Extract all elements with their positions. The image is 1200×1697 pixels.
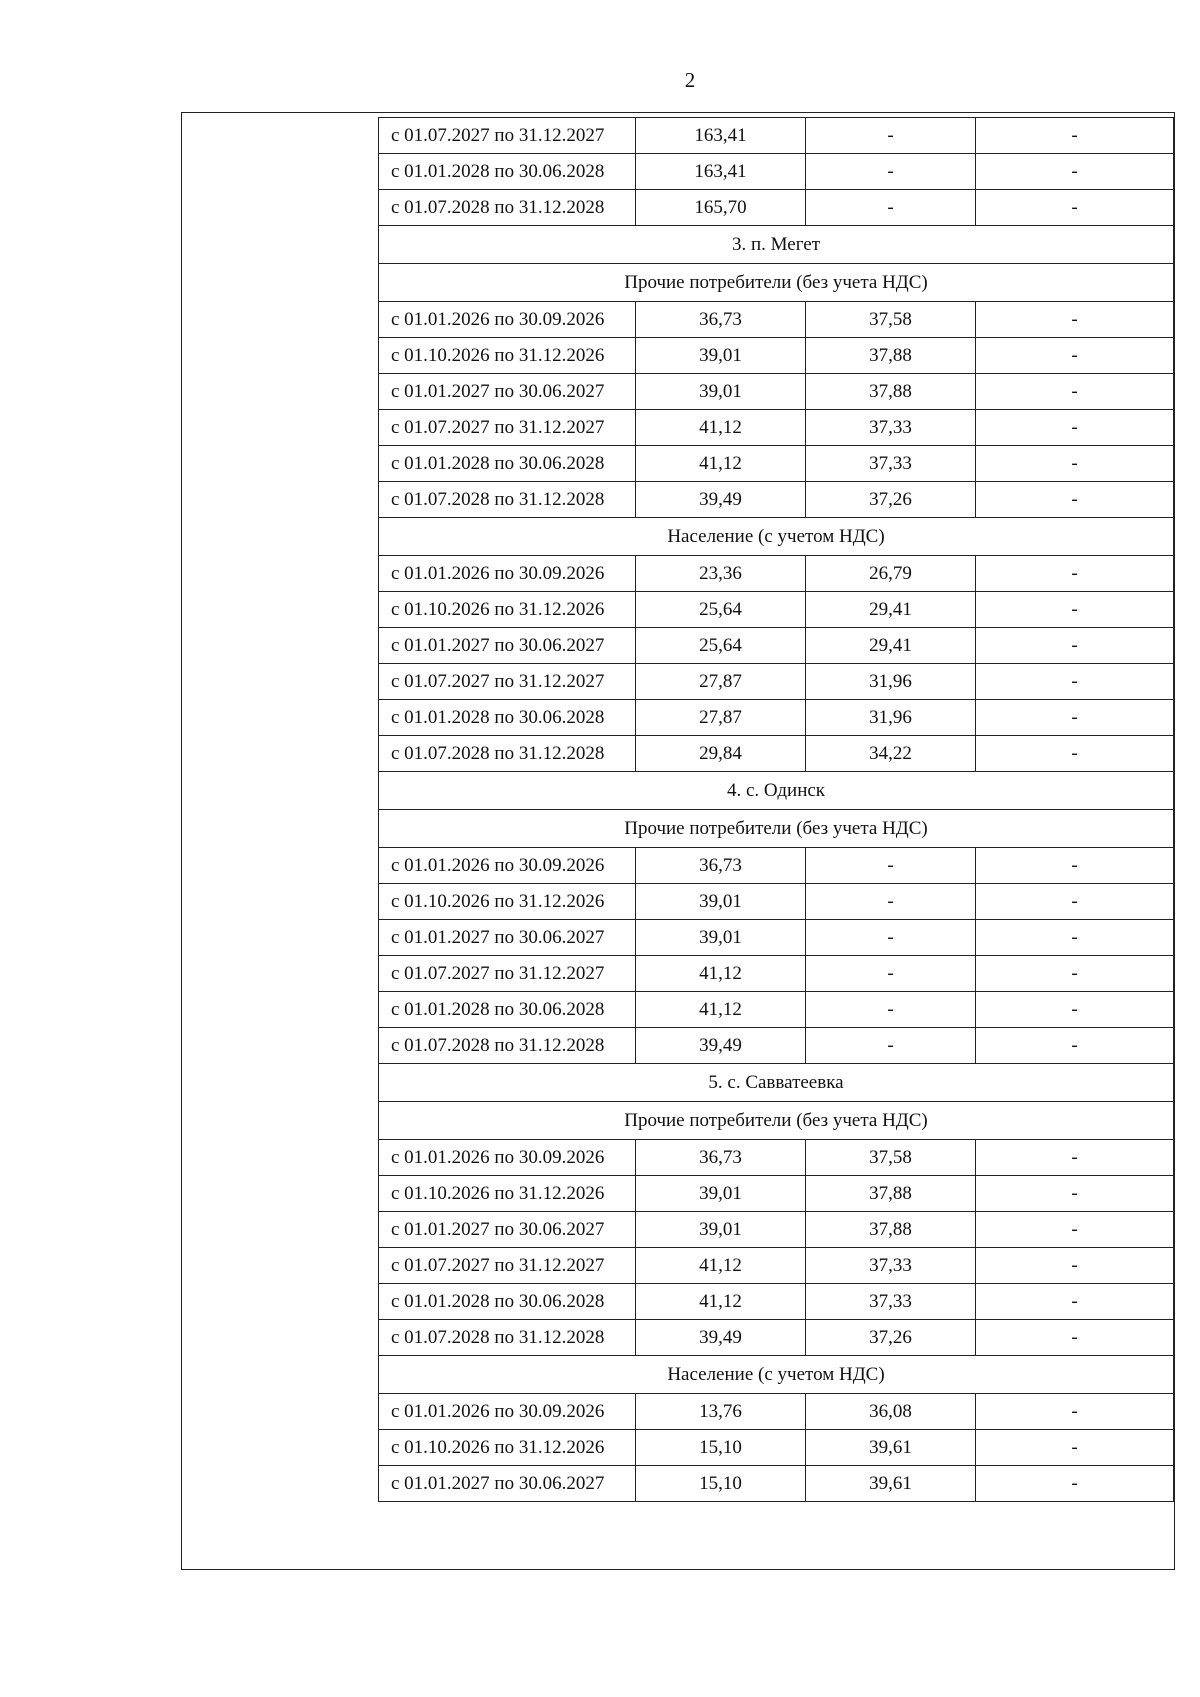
value-3-cell: - — [976, 664, 1174, 700]
value-2-cell: - — [806, 848, 976, 884]
period-cell: с 01.01.2027 по 30.06.2027 — [379, 628, 636, 664]
group-heading-row — [379, 1356, 1174, 1394]
table-row — [379, 1212, 1174, 1248]
period-cell: с 01.07.2027 по 31.12.2027 — [379, 410, 636, 446]
period-cell: с 01.07.2027 по 31.12.2027 — [379, 956, 636, 992]
table-row — [379, 592, 1174, 628]
table-row — [379, 118, 1174, 154]
table-row — [379, 1028, 1174, 1064]
value-2-cell: 37,58 — [806, 1140, 976, 1176]
value-1-cell: 36,73 — [636, 302, 806, 338]
tariff-table — [378, 117, 1174, 1502]
value-1-cell: 39,49 — [636, 1028, 806, 1064]
section-heading: 4. с. Одинск — [379, 772, 1174, 810]
table-row — [379, 482, 1174, 518]
value-1-cell: 25,64 — [636, 592, 806, 628]
consumer-group-heading: Прочие потребители (без учета НДС) — [379, 1102, 1174, 1140]
value-1-cell: 13,76 — [636, 1394, 806, 1430]
period-cell: с 01.10.2026 по 31.12.2026 — [379, 1430, 636, 1466]
value-1-cell: 36,73 — [636, 1140, 806, 1176]
table-row — [379, 1248, 1174, 1284]
value-2-cell: 36,08 — [806, 1394, 976, 1430]
value-1-cell: 41,12 — [636, 992, 806, 1028]
value-2-cell: 34,22 — [806, 736, 976, 772]
consumer-group-heading: Прочие потребители (без учета НДС) — [379, 264, 1174, 302]
value-1-cell: 15,10 — [636, 1466, 806, 1502]
period-cell: с 01.01.2028 по 30.06.2028 — [379, 992, 636, 1028]
table-row — [379, 446, 1174, 482]
value-1-cell: 39,01 — [636, 338, 806, 374]
section-heading-row — [379, 772, 1174, 810]
value-2-cell: - — [806, 1028, 976, 1064]
period-cell: с 01.01.2028 по 30.06.2028 — [379, 154, 636, 190]
value-2-cell: 39,61 — [806, 1430, 976, 1466]
value-1-cell: 39,49 — [636, 1320, 806, 1356]
table-row — [379, 1140, 1174, 1176]
table-row — [379, 664, 1174, 700]
value-3-cell: - — [976, 992, 1174, 1028]
value-3-cell: - — [976, 1140, 1174, 1176]
period-cell: с 01.01.2026 по 30.09.2026 — [379, 1140, 636, 1176]
value-1-cell: 29,84 — [636, 736, 806, 772]
value-2-cell: 39,61 — [806, 1466, 976, 1502]
value-1-cell: 36,73 — [636, 848, 806, 884]
value-3-cell: - — [976, 1284, 1174, 1320]
value-2-cell: 31,96 — [806, 664, 976, 700]
table-row — [379, 628, 1174, 664]
value-2-cell: - — [806, 992, 976, 1028]
table-row — [379, 190, 1174, 226]
value-2-cell: 37,33 — [806, 446, 976, 482]
value-1-cell: 23,36 — [636, 556, 806, 592]
value-2-cell: 37,88 — [806, 1176, 976, 1212]
value-3-cell: - — [976, 884, 1174, 920]
period-cell: с 01.01.2027 по 30.06.2027 — [379, 920, 636, 956]
value-1-cell: 41,12 — [636, 956, 806, 992]
value-3-cell: - — [976, 592, 1174, 628]
value-1-cell: 39,01 — [636, 920, 806, 956]
period-cell: с 01.07.2028 по 31.12.2028 — [379, 736, 636, 772]
table-row — [379, 1466, 1174, 1502]
value-2-cell: 37,33 — [806, 410, 976, 446]
value-2-cell: 37,88 — [806, 374, 976, 410]
value-3-cell: - — [976, 1394, 1174, 1430]
group-heading-row — [379, 1102, 1174, 1140]
value-3-cell: - — [976, 1466, 1174, 1502]
value-2-cell: 37,88 — [806, 1212, 976, 1248]
value-2-cell: - — [806, 154, 976, 190]
value-3-cell: - — [976, 1176, 1174, 1212]
value-2-cell: 31,96 — [806, 700, 976, 736]
period-cell: с 01.07.2028 по 31.12.2028 — [379, 1320, 636, 1356]
value-2-cell: 37,88 — [806, 338, 976, 374]
value-3-cell: - — [976, 410, 1174, 446]
value-2-cell: - — [806, 956, 976, 992]
period-cell: с 01.07.2027 по 31.12.2027 — [379, 1248, 636, 1284]
table-row — [379, 700, 1174, 736]
value-2-cell: 29,41 — [806, 592, 976, 628]
value-2-cell: 37,33 — [806, 1248, 976, 1284]
period-cell: с 01.07.2028 по 31.12.2028 — [379, 482, 636, 518]
value-3-cell: - — [976, 302, 1174, 338]
value-3-cell: - — [976, 374, 1174, 410]
section-heading-row — [379, 226, 1174, 264]
consumer-group-heading: Население (с учетом НДС) — [379, 518, 1174, 556]
table-row — [379, 410, 1174, 446]
value-2-cell: 26,79 — [806, 556, 976, 592]
period-cell: с 01.01.2026 по 30.09.2026 — [379, 1394, 636, 1430]
period-cell: с 01.01.2028 по 30.06.2028 — [379, 446, 636, 482]
value-1-cell: 39,01 — [636, 374, 806, 410]
value-3-cell: - — [976, 920, 1174, 956]
table-row — [379, 338, 1174, 374]
period-cell: с 01.07.2027 по 31.12.2027 — [379, 118, 636, 154]
value-3-cell: - — [976, 956, 1174, 992]
value-3-cell: - — [976, 338, 1174, 374]
group-heading-row — [379, 518, 1174, 556]
value-1-cell: 41,12 — [636, 410, 806, 446]
table-row — [379, 556, 1174, 592]
table-row — [379, 374, 1174, 410]
value-3-cell: - — [976, 700, 1174, 736]
value-1-cell: 39,01 — [636, 884, 806, 920]
period-cell: с 01.01.2028 по 30.06.2028 — [379, 1284, 636, 1320]
table-row — [379, 1430, 1174, 1466]
value-1-cell: 165,70 — [636, 190, 806, 226]
page-number: 2 — [684, 68, 696, 92]
table-row — [379, 154, 1174, 190]
value-1-cell: 41,12 — [636, 1284, 806, 1320]
value-2-cell: 37,33 — [806, 1284, 976, 1320]
value-3-cell: - — [976, 446, 1174, 482]
value-2-cell: - — [806, 118, 976, 154]
consumer-group-heading: Прочие потребители (без учета НДС) — [379, 810, 1174, 848]
value-3-cell: - — [976, 482, 1174, 518]
value-3-cell: - — [976, 1028, 1174, 1064]
value-1-cell: 27,87 — [636, 664, 806, 700]
section-heading: 3. п. Мегет — [379, 226, 1174, 264]
period-cell: с 01.07.2028 по 31.12.2028 — [379, 190, 636, 226]
value-3-cell: - — [976, 190, 1174, 226]
period-cell: с 01.01.2026 по 30.09.2026 — [379, 556, 636, 592]
section-heading-row — [379, 1064, 1174, 1102]
table-row — [379, 956, 1174, 992]
value-1-cell: 41,12 — [636, 1248, 806, 1284]
value-2-cell: 37,26 — [806, 482, 976, 518]
consumer-group-heading: Население (с учетом НДС) — [379, 1356, 1174, 1394]
value-3-cell: - — [976, 1248, 1174, 1284]
value-3-cell: - — [976, 118, 1174, 154]
value-1-cell: 39,49 — [636, 482, 806, 518]
value-2-cell: 37,58 — [806, 302, 976, 338]
value-3-cell: - — [976, 848, 1174, 884]
table-row — [379, 1176, 1174, 1212]
period-cell: с 01.01.2026 по 30.09.2026 — [379, 302, 636, 338]
value-3-cell: - — [976, 736, 1174, 772]
group-heading-row — [379, 264, 1174, 302]
period-cell: с 01.01.2026 по 30.09.2026 — [379, 848, 636, 884]
value-2-cell: 29,41 — [806, 628, 976, 664]
value-1-cell: 25,64 — [636, 628, 806, 664]
table-row — [379, 302, 1174, 338]
value-1-cell: 41,12 — [636, 446, 806, 482]
period-cell: с 01.10.2026 по 31.12.2026 — [379, 884, 636, 920]
value-1-cell: 163,41 — [636, 118, 806, 154]
period-cell: с 01.10.2026 по 31.12.2026 — [379, 338, 636, 374]
period-cell: с 01.10.2026 по 31.12.2026 — [379, 1176, 636, 1212]
value-2-cell: - — [806, 884, 976, 920]
value-3-cell: - — [976, 1430, 1174, 1466]
value-3-cell: - — [976, 628, 1174, 664]
section-heading: 5. с. Савватеевка — [379, 1064, 1174, 1102]
table-row — [379, 1320, 1174, 1356]
group-heading-row — [379, 810, 1174, 848]
value-2-cell: - — [806, 920, 976, 956]
value-3-cell: - — [976, 1320, 1174, 1356]
value-1-cell: 39,01 — [636, 1212, 806, 1248]
value-2-cell: 37,26 — [806, 1320, 976, 1356]
tariff-table-body — [379, 118, 1174, 1502]
value-3-cell: - — [976, 556, 1174, 592]
value-1-cell: 27,87 — [636, 700, 806, 736]
period-cell: с 01.07.2027 по 31.12.2027 — [379, 664, 636, 700]
value-1-cell: 163,41 — [636, 154, 806, 190]
period-cell: с 01.10.2026 по 31.12.2026 — [379, 592, 636, 628]
table-row — [379, 1284, 1174, 1320]
table-row — [379, 884, 1174, 920]
value-3-cell: - — [976, 154, 1174, 190]
table-row — [379, 736, 1174, 772]
period-cell: с 01.07.2028 по 31.12.2028 — [379, 1028, 636, 1064]
value-3-cell: - — [976, 1212, 1174, 1248]
table-row — [379, 1394, 1174, 1430]
period-cell: с 01.01.2027 по 30.06.2027 — [379, 1466, 636, 1502]
value-1-cell: 15,10 — [636, 1430, 806, 1466]
value-2-cell: - — [806, 190, 976, 226]
table-row — [379, 992, 1174, 1028]
table-row — [379, 848, 1174, 884]
period-cell: с 01.01.2028 по 30.06.2028 — [379, 700, 636, 736]
value-1-cell: 39,01 — [636, 1176, 806, 1212]
period-cell: с 01.01.2027 по 30.06.2027 — [379, 374, 636, 410]
table-row — [379, 920, 1174, 956]
period-cell: с 01.01.2027 по 30.06.2027 — [379, 1212, 636, 1248]
